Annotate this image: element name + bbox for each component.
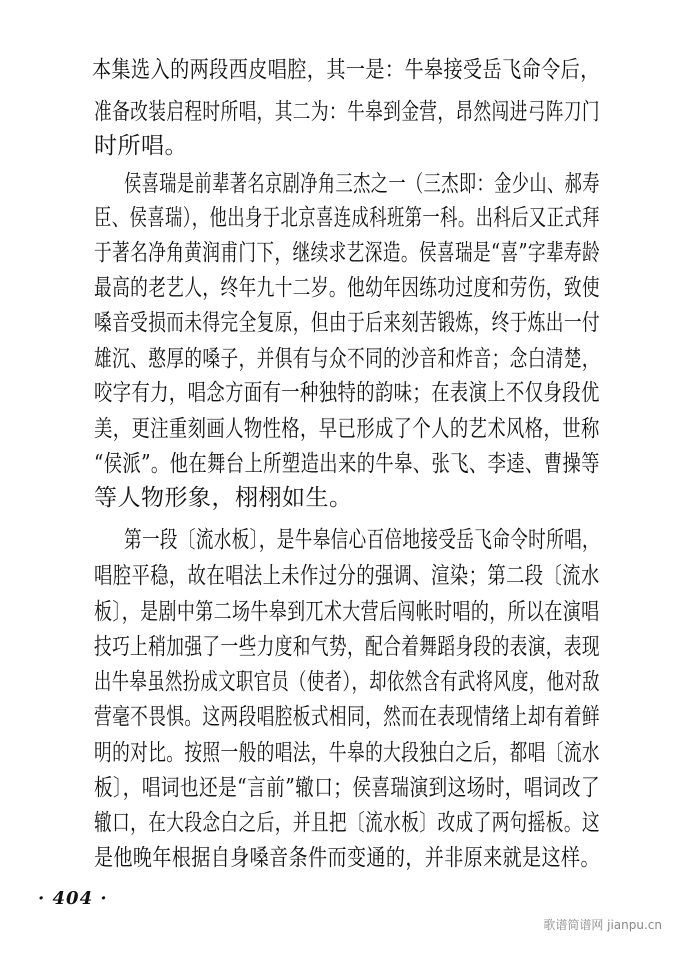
text-line: 时所唱。 bbox=[94, 133, 188, 159]
text-line: 技巧上稍加强了一些力度和气势，配合着舞蹈身段的表演，表现 bbox=[94, 634, 601, 660]
text-line: 第一段〔流水板〕，是牛皋信心百倍地接受岳飞命令时所唱， bbox=[124, 527, 600, 553]
watermark: 歌谱简谱网 jianpu.cn bbox=[543, 918, 662, 932]
text-line: 营毫不畏惧。这两段唱腔板式相同，然而在表现情绪上却有着鲜 bbox=[94, 704, 601, 730]
text-line: 明的对比。按照一般的唱法，牛皋的大段独白之后，都唱〔流水 bbox=[94, 740, 601, 766]
text-line: 是他晚年根据自身嗓音条件而变通的，并非原来就是这样。 bbox=[94, 845, 600, 871]
text-line: 板〕，是剧中第二场牛皋到兀术大营后闯帐时唱的，所以在演唱 bbox=[94, 599, 600, 625]
page-number: · 404 · bbox=[38, 888, 108, 909]
text-line: 美，更注重刻画人物性格，早已形成了个人的艺术风格，世称 bbox=[94, 416, 600, 442]
text-line: “侯派”。他在舞台上所塑造出来的牛皋、张飞、李逵、曹操等 bbox=[94, 451, 600, 477]
text-line: 嗓音受损而未得完全复原，但由于后来刻苦锻炼，终于炼出一付 bbox=[94, 310, 601, 336]
text-line: 咬字有力，唱念方面有一种独特的韵味；在表演上不仅身段优 bbox=[94, 380, 600, 406]
text-line: 最高的老艺人，终年九十二岁。他幼年因练功过度和劳伤，致使 bbox=[94, 275, 601, 301]
text-line: 等人物形象，栩栩如生。 bbox=[94, 485, 353, 511]
text-line: 唱腔平稳，故在唱法上未作过分的强调、渲染；第二段〔流水 bbox=[94, 563, 600, 589]
text-line: 侯喜瑞是前辈著名京剧净角三杰之一（三杰即：金少山、郝寿 bbox=[124, 171, 600, 197]
text-line: 出牛皋虽然扮成文职官员（使者），却依然含有武将风度，他对敌 bbox=[94, 669, 600, 695]
text-line: 于著名净角黄润甫门下，继续求艺深造。侯喜瑞是“喜”字辈寿龄 bbox=[94, 240, 601, 266]
text-line: 板〕，唱词也还是“言前”辙口；侯喜瑞演到这场时，唱词改了 bbox=[94, 775, 601, 801]
text-line: 辙口，在大段念白之后，并且把〔流水板〕改成了两句摇板。这 bbox=[94, 810, 601, 836]
text-line: 准备改装启程时所唱，其二为：牛皋到金营，昂然闯进弓阵刀门 bbox=[94, 99, 601, 125]
text-line: 臣、侯喜瑞），他出身于北京喜连成科班第一科。出科后又正式拜 bbox=[94, 205, 600, 231]
text-line: 本集选入的两段西皮唱腔，其一是：牛皋接受岳飞命令后， bbox=[92, 57, 600, 83]
text-line: 雄沉、憨厚的嗓子，并俱有与众不同的沙音和炸音；念白清楚， bbox=[94, 346, 601, 372]
